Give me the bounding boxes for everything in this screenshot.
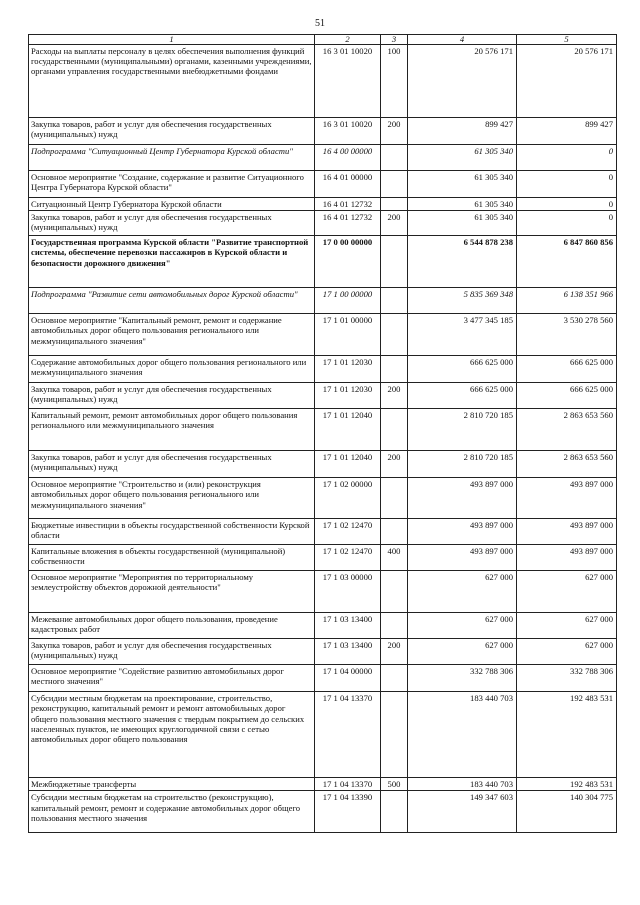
row-code: 17 1 02 12470 [315, 545, 381, 571]
row-value-2: 2 863 653 560 [517, 409, 617, 451]
row-name: Закупка товаров, работ и услуг для обеспечения государственных (муниципальных) нужд [29, 451, 315, 478]
row-name: Закупка товаров, работ и услуг для обеспечения государственных (муниципальных) нужд [29, 639, 315, 665]
row-value-2: 493 897 000 [517, 545, 617, 571]
row-code: 16 3 01 10020 [315, 45, 381, 118]
table-row [29, 571, 617, 613]
row-value-1: 5 835 369 348 [408, 288, 517, 314]
row-vr: 100 [381, 45, 408, 118]
row-name: Закупка товаров, работ и услуг для обеспечения государственных (муниципальных) нужд [29, 211, 315, 236]
row-value-1: 61 305 340 [408, 198, 517, 211]
row-value-1: 183 440 703 [408, 692, 517, 778]
header-cell: 4 [408, 35, 517, 45]
table-row [29, 451, 617, 478]
table-row [29, 45, 617, 118]
row-value-2: 627 000 [517, 639, 617, 665]
row-value-1: 332 788 306 [408, 665, 517, 692]
table-row [29, 613, 617, 639]
table-row [29, 665, 617, 692]
row-value-2: 192 483 531 [517, 778, 617, 791]
row-name: Расходы на выплаты персоналу в целях обеспечения выполнения функций государственными (муниципальными) органами, казенными учреждениями, органами управления государственными внебюджетными фондами [29, 45, 315, 118]
budget-table [28, 34, 617, 833]
table-row [29, 314, 617, 356]
row-name: Бюджетные инвестиции в объекты государственной собственности Курской области [29, 519, 315, 545]
row-value-2: 0 [517, 198, 617, 211]
page-number: 51 [315, 18, 325, 29]
row-value-2: 6 138 351 966 [517, 288, 617, 314]
row-name: Основное мероприятие "Мероприятия по территориальному землеустройству объектов дорожной деятельности" [29, 571, 315, 613]
row-code: 17 1 01 00000 [315, 314, 381, 356]
row-vr: 200 [381, 118, 408, 145]
row-vr: 200 [381, 383, 408, 409]
row-vr: 200 [381, 639, 408, 665]
row-value-2: 493 897 000 [517, 519, 617, 545]
row-name: Основное мероприятие "Содействие развитию автомобильных дорог местного значения" [29, 665, 315, 692]
row-value-1: 627 000 [408, 639, 517, 665]
row-code: 17 1 01 12040 [315, 451, 381, 478]
row-code: 17 1 01 12030 [315, 356, 381, 383]
table-row [29, 288, 617, 314]
row-code: 16 4 00 00000 [315, 145, 381, 171]
row-vr [381, 519, 408, 545]
row-value-2: 0 [517, 145, 617, 171]
table-row [29, 211, 617, 236]
row-name: Закупка товаров, работ и услуг для обеспечения государственных (муниципальных) нужд [29, 383, 315, 409]
row-vr: 500 [381, 778, 408, 791]
row-name: Закупка товаров, работ и услуг для обеспечения государственных (муниципальных) нужд [29, 118, 315, 145]
row-value-2: 332 788 306 [517, 665, 617, 692]
row-value-1: 3 477 345 185 [408, 314, 517, 356]
table-row [29, 171, 617, 198]
row-code: 17 1 03 13400 [315, 613, 381, 639]
row-vr [381, 613, 408, 639]
table-row [29, 639, 617, 665]
row-name: Содержание автомобильных дорог общего пользования регионального или межмуниципального значения [29, 356, 315, 383]
row-value-1: 2 810 720 185 [408, 451, 517, 478]
header-cell: 5 [517, 35, 617, 45]
table-row [29, 791, 617, 833]
table-row [29, 478, 617, 519]
row-code: 17 1 01 12040 [315, 409, 381, 451]
row-value-2: 3 530 278 560 [517, 314, 617, 356]
row-vr: 200 [381, 451, 408, 478]
header-cell: 1 [29, 35, 315, 45]
row-code: 17 1 02 12470 [315, 519, 381, 545]
table-row [29, 118, 617, 145]
row-value-1: 61 305 340 [408, 145, 517, 171]
row-code: 17 1 04 00000 [315, 665, 381, 692]
row-name: Межевание автомобильных дорог общего пользования, проведение кадастровых работ [29, 613, 315, 639]
row-name: Субсидии местным бюджетам на проектирование, строительство, реконструкцию, капитальный ремонт и ремонт автомобильных дорог общего пользования местного значения с твердым покрытием до сельских населенных пунктов, не имеющих круглогодичной связи с сетью автомобильных дорог общего пользования [29, 692, 315, 778]
row-name: Подпрограмма "Развитие сети автомобильных дорог Курской области" [29, 288, 315, 314]
row-name: Основное мероприятие "Создание, содержание и развитие Ситуационного Центра Губернатора Курской области" [29, 171, 315, 198]
row-code: 17 1 04 13390 [315, 791, 381, 833]
row-vr [381, 692, 408, 778]
row-value-1: 2 810 720 185 [408, 409, 517, 451]
table-row [29, 778, 617, 791]
row-code: 17 1 03 13400 [315, 639, 381, 665]
row-value-1: 493 897 000 [408, 519, 517, 545]
row-code: 17 1 04 13370 [315, 692, 381, 778]
row-value-1: 61 305 340 [408, 171, 517, 198]
row-value-1: 183 440 703 [408, 778, 517, 791]
row-value-2: 899 427 [517, 118, 617, 145]
table-row [29, 356, 617, 383]
row-value-2: 666 625 000 [517, 383, 617, 409]
row-code: 17 0 00 00000 [315, 236, 381, 288]
row-vr: 400 [381, 545, 408, 571]
row-vr [381, 409, 408, 451]
row-value-2: 2 863 653 560 [517, 451, 617, 478]
row-value-2: 627 000 [517, 571, 617, 613]
row-code: 16 4 01 12732 [315, 211, 381, 236]
table-row [29, 383, 617, 409]
table-row [29, 409, 617, 451]
row-name: Ситуационный Центр Губернатора Курской области [29, 198, 315, 211]
row-value-2: 0 [517, 211, 617, 236]
row-code: 16 4 01 00000 [315, 171, 381, 198]
row-value-1: 20 576 171 [408, 45, 517, 118]
row-value-2: 192 483 531 [517, 692, 617, 778]
row-code: 17 1 04 13370 [315, 778, 381, 791]
row-vr [381, 356, 408, 383]
table-header-row [29, 35, 617, 45]
row-code: 17 1 01 12030 [315, 383, 381, 409]
row-name: Субсидии местным бюджетам на строительство (реконструкцию), капитальный ремонт, ремонт и содержание автомобильных дорог общего пользования местного значения [29, 791, 315, 833]
row-value-1: 493 897 000 [408, 478, 517, 519]
row-value-2: 0 [517, 171, 617, 198]
row-value-2: 627 000 [517, 613, 617, 639]
row-vr [381, 171, 408, 198]
row-value-1: 627 000 [408, 571, 517, 613]
table-row [29, 545, 617, 571]
row-vr [381, 665, 408, 692]
row-vr [381, 478, 408, 519]
row-value-1: 6 544 878 238 [408, 236, 517, 288]
row-vr [381, 314, 408, 356]
row-name: Капитальные вложения в объекты государственной (муниципальной) собственности [29, 545, 315, 571]
header-cell: 2 [315, 35, 381, 45]
row-value-1: 627 000 [408, 613, 517, 639]
row-name: Межбюджетные трансферты [29, 778, 315, 791]
row-value-1: 666 625 000 [408, 356, 517, 383]
row-vr: 200 [381, 211, 408, 236]
row-value-1: 899 427 [408, 118, 517, 145]
table-row [29, 236, 617, 288]
row-name: Государственная программа Курской области "Развитие транспортной системы, обеспечение перевозки пассажиров в Курской области и безопасности дорожного движения" [29, 236, 315, 288]
table-row [29, 692, 617, 778]
row-vr [381, 198, 408, 211]
row-name: Подпрограмма "Ситуационный Центр Губернатора Курской области" [29, 145, 315, 171]
row-name: Основное мероприятие "Строительство и (или) реконструкция автомобильных дорог общего пользования регионального или межмуниципального значения" [29, 478, 315, 519]
row-value-1: 493 897 000 [408, 545, 517, 571]
table-row [29, 145, 617, 171]
row-code: 16 4 01 12732 [315, 198, 381, 211]
row-value-1: 61 305 340 [408, 211, 517, 236]
row-vr [381, 571, 408, 613]
row-vr [381, 791, 408, 833]
row-value-2: 666 625 000 [517, 356, 617, 383]
row-code: 16 3 01 10020 [315, 118, 381, 145]
row-name: Капитальный ремонт, ремонт автомобильных дорог общего пользования регионального или межмуниципального значения [29, 409, 315, 451]
row-vr [381, 145, 408, 171]
row-code: 17 1 03 00000 [315, 571, 381, 613]
row-code: 17 1 00 00000 [315, 288, 381, 314]
row-vr [381, 236, 408, 288]
table-row [29, 519, 617, 545]
row-code: 17 1 02 00000 [315, 478, 381, 519]
row-value-2: 493 897 000 [517, 478, 617, 519]
row-vr [381, 288, 408, 314]
row-value-1: 149 347 603 [408, 791, 517, 833]
table-row [29, 198, 617, 211]
row-value-2: 140 304 775 [517, 791, 617, 833]
row-value-2: 20 576 171 [517, 45, 617, 118]
row-value-2: 6 847 860 856 [517, 236, 617, 288]
row-value-1: 666 625 000 [408, 383, 517, 409]
header-cell: 3 [381, 35, 408, 45]
row-name: Основное мероприятие "Капитальный ремонт, ремонт и содержание автомобильных дорог общего пользования регионального или межмуниципального значения" [29, 314, 315, 356]
